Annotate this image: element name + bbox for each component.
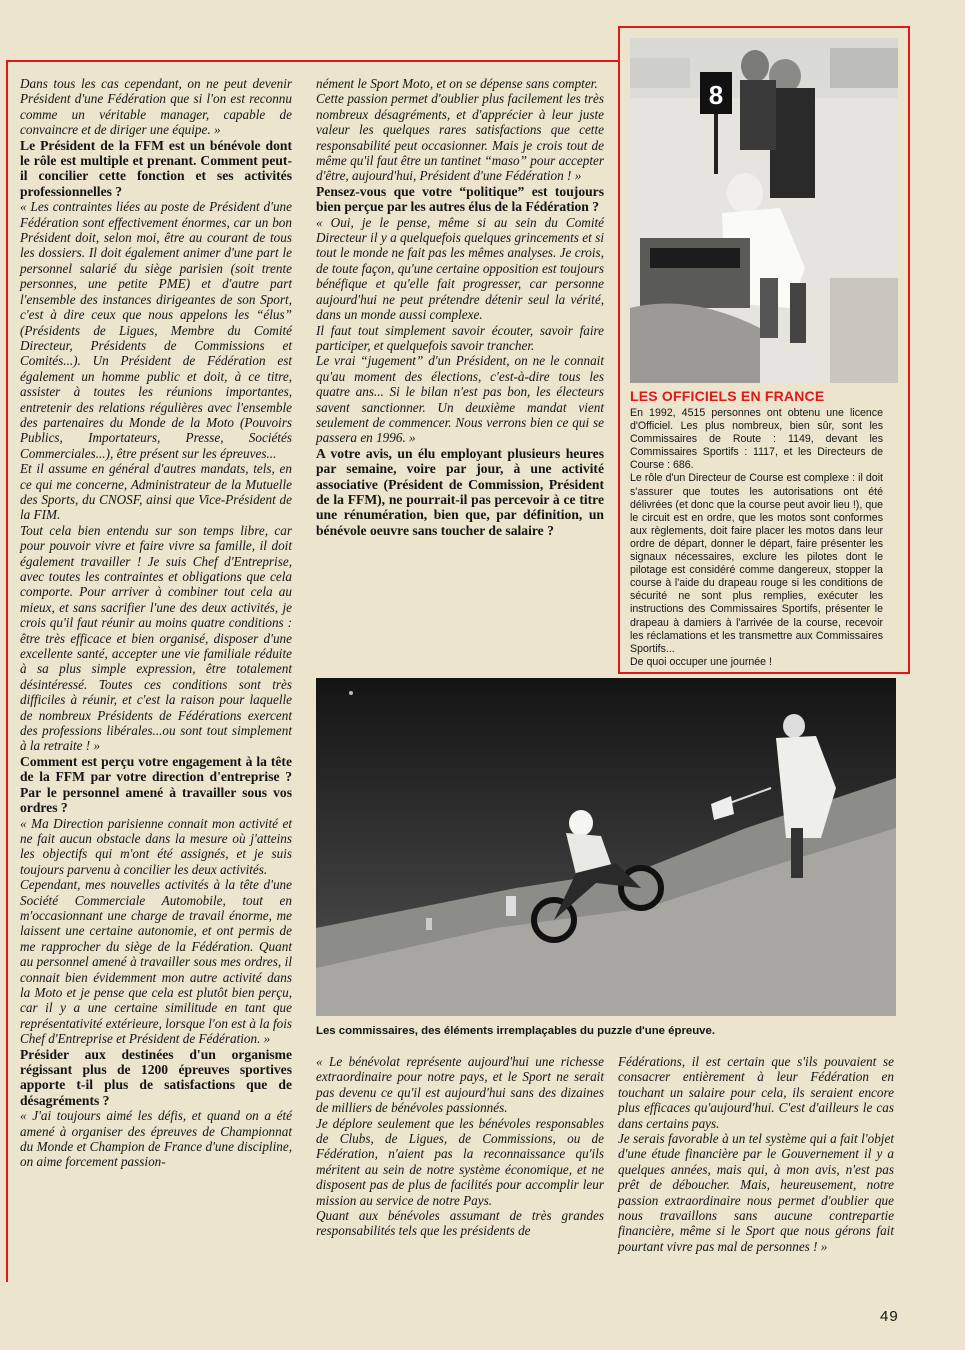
interview-answer: Quant aux bénévoles assumant de très grandes responsabilités tels que les présidents de (316, 1208, 604, 1239)
interview-answer: Tout cela bien entendu sur son temps libre, car pour pouvoir vivre et faire vivre sa famille, il doit également travailler ! Je suis Chef d'Entreprise, avec toutes les contraintes et obligations que cela comporte. Pour arriver à combiner tout cela au mieux, et sans sacrifier l'une des deux activités, je crois qu'il faut réunir au moins quatre conditions : être très efficace et bien organisé, disposer d'une excellente santé, accepter une vie familiale réduite à sa plus simple expression, être totalement désintéressé. Toutes ces conditions sont très difficiles à réunir, et c'est la raison pour laquelle de nombreux Présidents de Fédérations exercent des professions libérales...ou sont tout simplement à la retraite ! » (20, 522, 292, 754)
sidebar-title: LES OFFICIELS EN FRANCE (630, 388, 825, 404)
board-number: 8 (708, 80, 724, 110)
interview-question: A votre avis, un élu employant plusieurs heures par semaine, voire par jour, à une activité associative (Président de Commission, Président de la FFM), ne pourrait-il pas percevoir à ce titre une rénumération, bien que, par définition, un bénévole oeuvre sans toucher de salaire ? (316, 445, 604, 538)
interview-answer: Fédérations, il est certain que s'ils pouvaient se consacrer entièrement à leur Fédération en touchant un salaire pour cela, ils seraient encore plus efficaces qu'aujourd'hui. C'est d'ailleurs le cas dans certains pays. (618, 1054, 894, 1131)
sidebar-paragraph: Le rôle d'un Directeur de Course est complexe : il doit s'assurer que toutes les autorisations ont été délivrées (et donc que la course peut avoir lieu !), que le circuit est en ordre, que les motos sont conformes aux règlements, doit faire placer les motos dans leur ordre de départ, donner le départ, faire présenter les signaux nécessaires, exclure les pilotes dont le pilotage est considéré comme dangereux, stopper la course à l'aide du drapeau rouge si les conditions de sécurité ne sont plus remplies, exécuter les instructions des Commissaires Sportifs, présenter le drapeau à damiers à l'arrivée de la course, recevoir les réclamations et les transmettre aux Commissaires Sportifs... (630, 472, 883, 655)
interview-answer: Cependant, mes nouvelles activités à la tête d'une Société Commerciale Automobile, tout en m'occasionnant une charge de travail énorme, me laissent une certaine autonomie, et ont permis de me rapprocher du siège de la Fédération. Quant au personnel amené à travailler sous mes ordres, il connait bien évidemment mon autre activité dans la Moto et je pense que cela est plutôt bien perçu, car il y a une certaine similitude en tant que représentativité extérieure, lorsque l'on est à la fois Chef d'Entreprise et Président de Fédération. » (20, 877, 292, 1047)
interview-question: Le Président de la FFM est un bénévole dont le rôle est multiple et prenant. Comment peut-il concilier cette fonction et ses activités professionnelles ? (20, 137, 292, 199)
interview-answer: Je déplore seulement que les bénévoles responsables de Clubs, de Ligues, de Commissions, ou de Fédération, n'aient pas la reconnaissance qu'ils méritent au sein de notre système économique, et ne disposent pas de plus de facilités pour accomplir leur mission au service de notre Pays. (316, 1115, 604, 1208)
top-photo-svg (630, 38, 898, 383)
bottom-photo-svg (316, 678, 896, 1016)
photo-caption: Les commissaires, des éléments irremplaçables du puzzle d'une épreuve. (316, 1025, 716, 1037)
bottom-right-column (618, 1054, 894, 1254)
interview-answer: Dans tous les cas cependant, on ne peut devenir Président d'une Fédération que si l'on est reconnu comme un véritable manager, capable de convaincre et de diriger une équipe. » (20, 76, 292, 138)
middle-article-column (316, 76, 604, 538)
sidebar-paragraph: De quoi occuper une journée ! (630, 655, 772, 668)
interview-answer: « Le bénévolat représente aujourd'hui une richesse extraordinaire pour notre pays, et le Sport ne serait pas devenu ce qu'il est aujourd'hui sans des dizaines de milliers de bénévoles passionnés. (316, 1054, 604, 1116)
interview-question: Présider aux destinées d'un organisme régissant plus de 1200 épreuves sportives apporte t-il plus de satisfactions que de désagréments ? (20, 1046, 292, 1108)
page-number: 49 (880, 1308, 899, 1325)
interview-answer: Cette passion permet d'oublier plus facilement les très nombreux désagréments, et d'apprécier à leur juste valeur les quelques rares satisfactions que cette responsabilité peut occasionner. Mais je crois tout de même qu'il faut être un tantinet “maso” pour accepter d'être, aujourd'hui, Président d'une Fédération ! » (316, 91, 604, 184)
interview-question: Pensez-vous que votre “politique” est toujours bien perçue par les autres élus de la Fédération ? (316, 183, 604, 215)
bottom-middle-column (316, 1054, 604, 1239)
interview-question: Comment est perçu votre engagement à la tête de la FFM par votre direction d'entreprise ? Par le personnel amené à travailler sous vos ordres ? (20, 753, 292, 816)
page-right-red-line (908, 60, 910, 674)
interview-answer: Je serais favorable à un tel système qui a fait l'objet d'une étude financière par le Gouvernement il y a quelques années, mais qui, à mon avis, n'est pas prêt de déboucher. Mais, heureusement, notre passion extraordinaire nous permet d'oublier que nous travaillons sans aucune contrepartie financière, même si le Sport que nous gérons fait pourtant vivre pas mal de personnes ! » (618, 1131, 894, 1254)
interview-answer: « Les contraintes liées au poste de Président d'une Fédération sont effectivement énormes, car un bon Président doit, selon moi, être au courant de tous les dossiers. Il doit également animer d'une part le personnel salarié du siège parisien (soit trente personnes, une petite PME) et d'autre part l'ensemble des instances dirigeantes de son Sport, c'est à dire ceux que nous appelons les “élus” (Présidents de Ligues, Membre du Comité Directeur, Présidents de Commissions et Comités...). Un Président de Fédération est également un homme public et doit, à ce titre, assister à toutes les réunions importantes, entretenir des relations régulières avec l'ensemble des partenaires du Monde de la Moto (Pouvoirs Publics, Importateurs, Presse, Sociétés Commerciales...), être présent sur les épreuves... (20, 199, 292, 461)
interview-answer: « J'ai toujours aimé les défis, et quand on a été amené à organiser des épreuves de Championnat du Monde et Champion de France d'une discipline, on aime forcement passion- (20, 1108, 292, 1170)
top-photo-officials (630, 38, 898, 383)
interview-answer: nément le Sport Moto, et on se dépense sans compter. (316, 76, 598, 91)
left-article-column (20, 76, 292, 1170)
sidebar-body (630, 407, 883, 669)
interview-answer: Et il assume en général d'autres mandats, tels, en ce qui me concerne, Administrateur de la Mutuelle des Sports, du CNOSF, ainsi que Vice-Président de la FIM. (20, 461, 292, 523)
interview-answer: « Ma Direction parisienne connait mon activité et ne fait aucun obstacle dans la mesure où j'atteins les objectifs qui m'ont été assignés, et je suis toujours parvenu à concilier les deux activités. (20, 815, 292, 877)
interview-answer: « Oui, je le pense, même si au sein du Comité Directeur il y a quelquefois quelques grincements et si tout le monde ne fait pas les mêmes analyses. Je crois, de toute façon, qu'une certaine opposition est toujours bénéfique et qu'elle fait progresser, car personne aujourd'hui ne peut prétendre détenir seul la vérité, dans un monde aussi complexe. (316, 214, 604, 323)
interview-answer: Le vrai “jugement” d'un Président, on ne le connait qu'au moment des élections, c'est-à-dire tous les quatre ans... Si le bilan n'est pas bon, les électeurs savent sanctionner. Un deuxième mandat vient seulement de commencer. Nous verrons bien ce qui se passera en 1996. » (316, 353, 604, 446)
sidebar-paragraph: En 1992, 4515 personnes ont obtenu une licence d'Officiel. Les plus nombreux, bien sûr, sont les Commissaires de Route : 1149, devant les Commissaires Sportifs : 1117, et les Directeurs de Course : 686. (630, 407, 883, 472)
interview-answer: Il faut tout simplement savoir écouter, savoir faire participer, et quelquefois savoir trancher. (316, 322, 604, 353)
bottom-photo-motocross (316, 678, 896, 1016)
